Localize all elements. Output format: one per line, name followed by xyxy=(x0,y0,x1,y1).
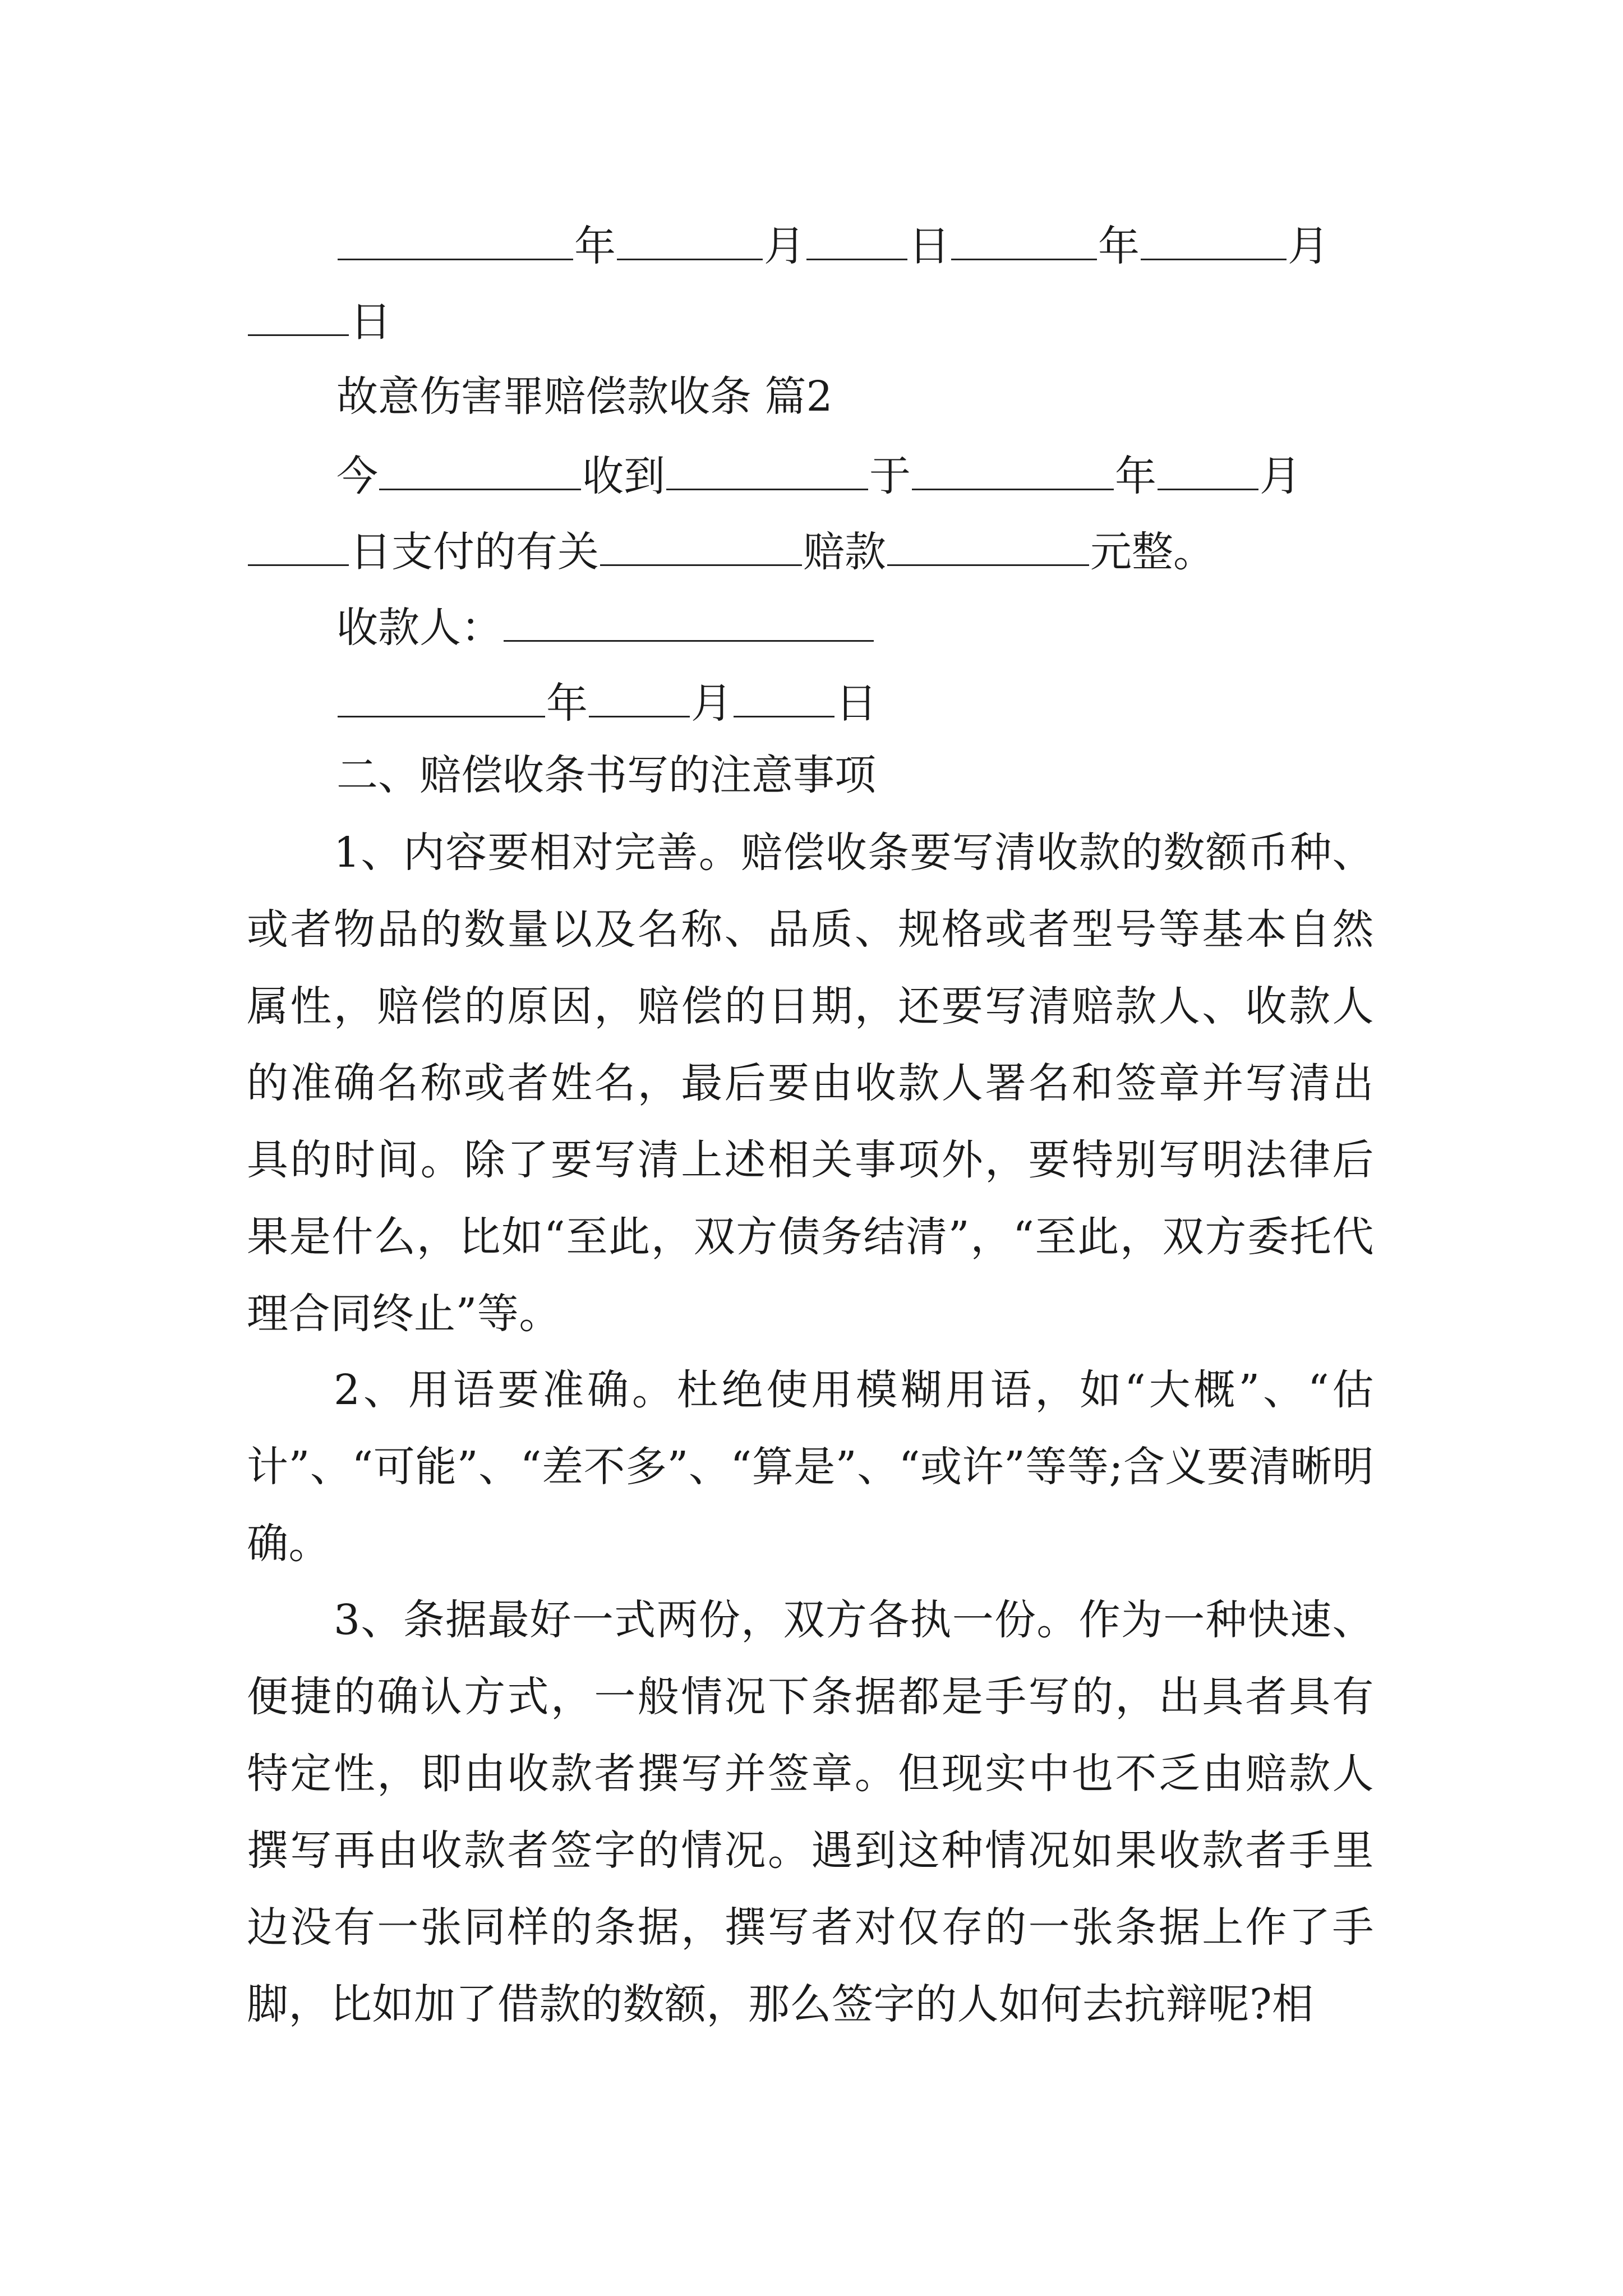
label-paid: 日支付的有关 xyxy=(350,528,599,576)
blank-line xyxy=(589,679,690,717)
blank-line xyxy=(600,527,802,566)
label-month: 月 xyxy=(1288,222,1329,270)
label-day: 日 xyxy=(909,222,950,270)
blank-line xyxy=(248,297,349,336)
blank-line xyxy=(912,452,1114,490)
blank-line xyxy=(887,527,1089,566)
blank-line xyxy=(1158,452,1258,490)
label-day: 日 xyxy=(350,298,391,346)
receipt-line-1 xyxy=(336,452,1301,500)
blank-line xyxy=(666,452,868,490)
blank-line xyxy=(504,603,874,642)
label-year: 年 xyxy=(546,679,588,728)
note-paragraph-3: 3、条据最好一式两份，双方各执一份。作为一种快速、便捷的确认方式，一般情况下条据都是手写的，出具者具有特定性，即由收款者撰写并签章。但现实中也不乏由赔款人撰写再由收款者签字的情况。遇到这种情况如果收款者手里边没有一张同样的条据，撰写者对仅存的一张条据上作了手脚，比如加了借款的数额，那么签字的人如何去抗辩呢?相 xyxy=(247,1596,1374,2028)
notes-heading: 二、赔偿收条书写的注意事项 xyxy=(336,751,876,799)
label-compensation: 赔款 xyxy=(803,528,886,576)
note-paragraph-2: 2、用语要准确。杜绝使用模糊用语，如“大概”、“估计”、“可能”、“差不多”、“算是”、“或许”等等;含义要清晰明确。 xyxy=(247,1366,1374,1568)
blank-line xyxy=(379,452,581,490)
label-day: 日 xyxy=(836,679,877,728)
blank-line xyxy=(338,679,545,717)
blank-line xyxy=(248,527,349,566)
label-yuan: 元整。 xyxy=(1090,528,1215,576)
note-paragraph-1: 1、内容要相对完善。赔偿收条要写清收款的数额币种、或者物品的数量以及名称、品质、规格或者型号等基本自然属性，赔偿的原因，赔偿的日期，还要写清赔款人、收款人的准确名称或者姓名，最后要由收款人署名和签章并写清出具的时间。除了要写清上述相关事项外，要特别写明法律后果是什么，比如“至此，双方债务结清”，“至此，双方委托代理合同终止”等。 xyxy=(247,829,1374,1338)
label-month: 月 xyxy=(764,222,805,270)
blank-line xyxy=(1141,222,1287,260)
label-today: 今 xyxy=(336,452,378,500)
label-year: 年 xyxy=(574,222,616,270)
blank-line xyxy=(734,679,834,717)
label-at: 于 xyxy=(869,452,911,500)
receipt-line-2 xyxy=(247,527,1215,576)
label-year: 年 xyxy=(1098,222,1140,270)
payee-line xyxy=(336,603,875,652)
receipt-date-line xyxy=(336,679,877,728)
blank-line xyxy=(338,222,573,260)
label-received: 收到 xyxy=(582,452,665,500)
label-year: 年 xyxy=(1115,452,1156,500)
label-month: 月 xyxy=(691,679,732,728)
blank-line xyxy=(951,222,1097,260)
payee-label: 收款人： xyxy=(336,604,502,652)
label-month: 月 xyxy=(1260,452,1301,500)
section-title: 故意伤害罪赔偿款收条 篇2 xyxy=(336,372,833,421)
form1-date-line xyxy=(336,222,1329,270)
blank-line xyxy=(806,222,907,260)
form1-date-line-cont xyxy=(247,297,391,346)
blank-line xyxy=(617,222,763,260)
